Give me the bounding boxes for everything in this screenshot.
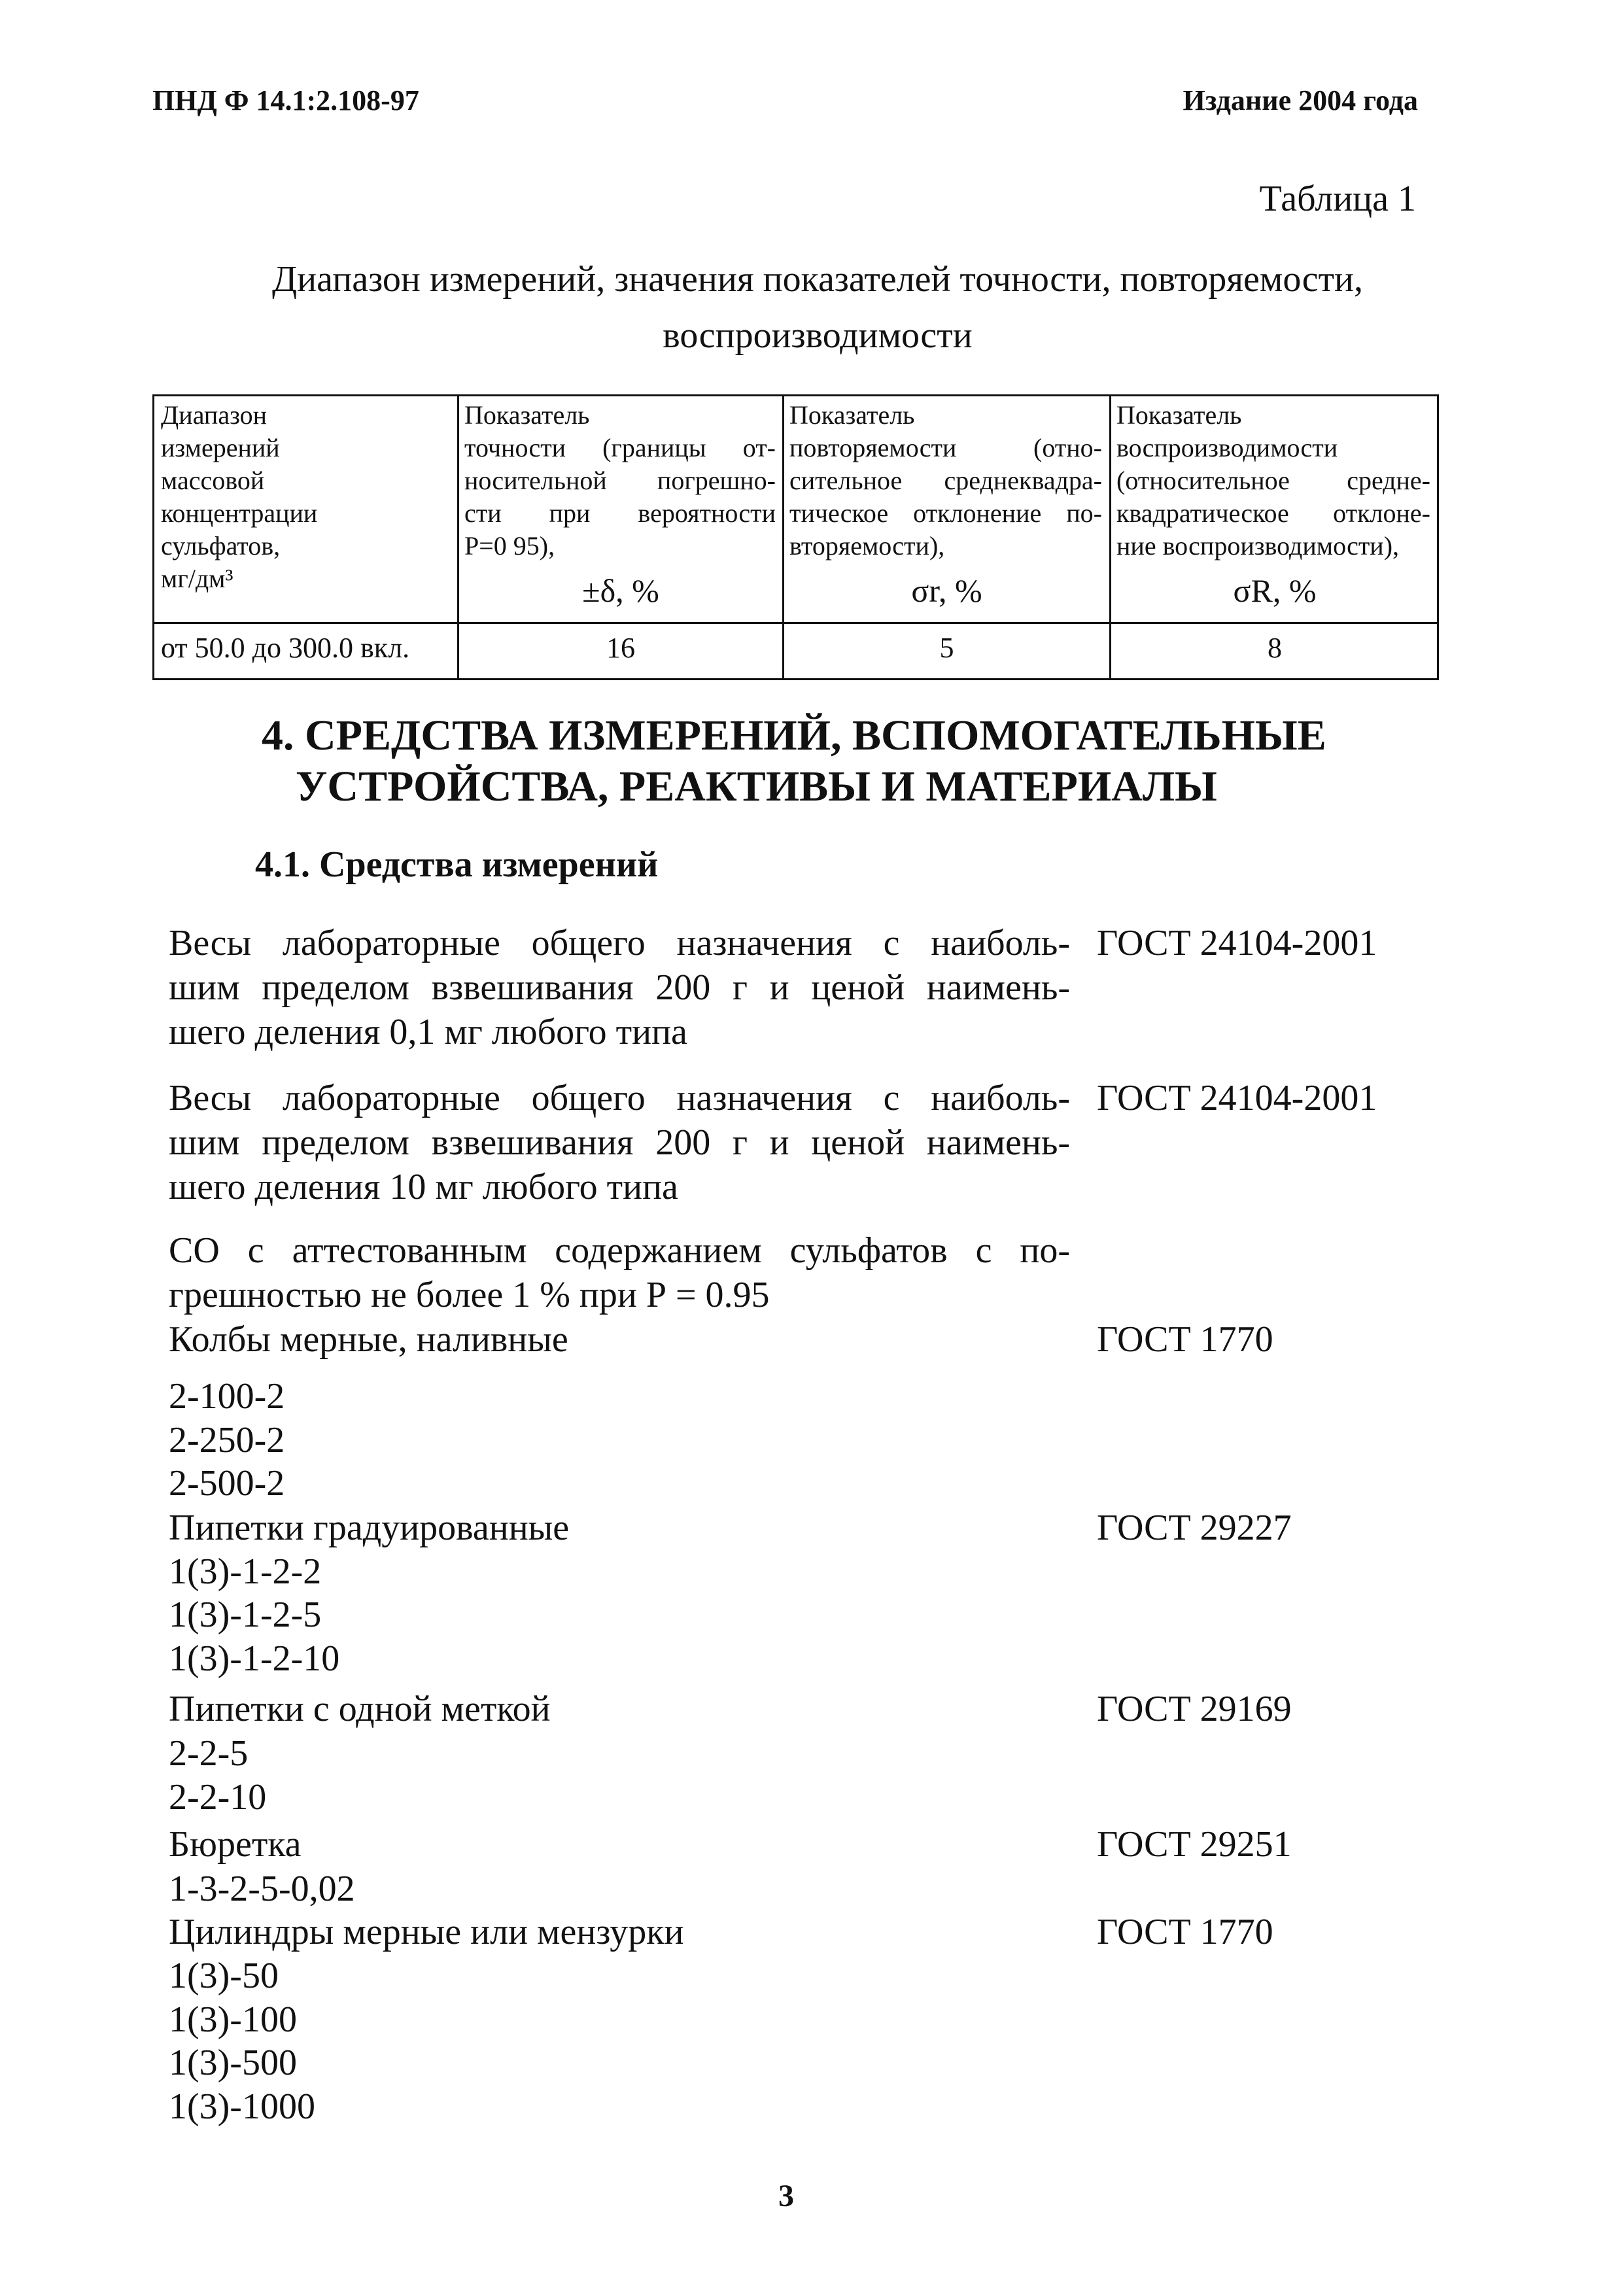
pipette-item: 1(3)-1-2-10	[169, 1638, 340, 1679]
accuracy-symbol: ±δ, %	[582, 572, 659, 609]
scales1-line2: шим пределом взвешивания 200 г и ценой наимень-	[169, 967, 1070, 1008]
cell-repeatability: 5	[939, 632, 954, 664]
cylinder-item: 1(3)-1000	[169, 2086, 315, 2127]
header-reproducibility: Показатель воспроизводимости (относительное средне- квадратическое отклоне- ние воспроизводимости),	[1116, 400, 1430, 561]
cylinder-item: 1(3)-100	[169, 1999, 297, 2040]
burette-item: 1-3-2-5-0,02	[169, 1869, 355, 1909]
pipette-item: 1(3)-1-2-5	[169, 1595, 322, 1635]
scales2-line1: Весы лабораторные общего назначения с наиболь-	[169, 1078, 1070, 1118]
document-code: ПНД Ф 14.1:2.108-97	[152, 84, 419, 116]
table-caption-line1: Диапазон измерений, значения показателей точности, повторяемости,	[271, 259, 1364, 300]
section-title-line2: УСТРОЙСТВА, РЕАКТИВЫ И МАТЕРИАЛЫ	[296, 763, 1217, 810]
cell-range: от 50.0 до 300.0 вкл.	[161, 632, 410, 664]
cylinder-item: 1(3)-500	[169, 2043, 297, 2083]
section-title-line1: 4. СРЕДСТВА ИЗМЕРЕНИЙ, ВСПОМОГАТЕЛЬНЫЕ	[262, 712, 1326, 759]
scales1-line1: Весы лабораторные общего назначения с наиболь-	[169, 923, 1070, 963]
flasks-label: Колбы мерные, наливные	[169, 1319, 568, 1360]
scales2-gost: ГОСТ 24104-2001	[1097, 1078, 1377, 1118]
table-label: Таблица 1	[1259, 179, 1416, 219]
header-range: Диапазон измерений массовой концентрации сульфатов, мг/дм³	[161, 400, 318, 593]
scales1-gost: ГОСТ 24104-2001	[1097, 923, 1377, 963]
reproducibility-symbol: σR, %	[1233, 572, 1317, 609]
cell-accuracy: 16	[606, 632, 635, 664]
scales2-line3: шего деления 10 мг любого типа	[169, 1167, 678, 1207]
scales2-line2: шим пределом взвешивания 200 г и ценой наимень-	[169, 1122, 1070, 1163]
cylinders-gost: ГОСТ 1770	[1097, 1912, 1273, 1952]
cell-reproducibility: 8	[1268, 632, 1282, 664]
flask-item: 2-500-2	[169, 1463, 285, 1504]
pipettes-grad-label: Пипетки градуированные	[169, 1508, 570, 1548]
pipettes-one-label: Пипетки с одной меткой	[169, 1689, 551, 1729]
flasks-gost: ГОСТ 1770	[1097, 1319, 1273, 1360]
header-accuracy: Показатель точности (границы от- носительной погрешно- сти при вероятности Р=0 95),	[464, 400, 776, 561]
cylinders-label: Цилиндры мерные или мензурки	[169, 1912, 684, 1952]
pipette-one-item: 2-2-5	[169, 1733, 249, 1774]
repeatability-symbol: σr, %	[911, 572, 982, 609]
header-repeatability: Показатель повторяемости (отно- сительное среднеквадра- тическое отклонение по- вторяемости),	[789, 400, 1102, 561]
accuracy-table	[152, 394, 1439, 680]
page-number: 3	[778, 2179, 794, 2213]
burette-gost: ГОСТ 29251	[1097, 1824, 1292, 1865]
scales1-line3: шего деления 0,1 мг любого типа	[169, 1012, 687, 1052]
pipette-item: 1(3)-1-2-2	[169, 1551, 322, 1592]
subsection-title: 4.1. Средства измерений	[255, 844, 659, 885]
flask-item: 2-250-2	[169, 1420, 285, 1460]
pipettes-grad-gost: ГОСТ 29227	[1097, 1508, 1292, 1548]
pipettes-one-gost: ГОСТ 29169	[1097, 1689, 1292, 1729]
co-line2: грешностью не более 1 % при Р = 0.95	[169, 1275, 770, 1315]
pipette-one-item: 2-2-10	[169, 1777, 267, 1818]
table-caption-line2: воспроизводимости	[663, 315, 973, 356]
cylinder-item: 1(3)-50	[169, 1956, 279, 1996]
co-line1: СО с аттестованным содержанием сульфатов с по-	[169, 1230, 1070, 1271]
burette-label: Бюретка	[169, 1824, 302, 1865]
edition-label: Издание 2004 года	[1183, 84, 1418, 116]
flask-item: 2-100-2	[169, 1376, 285, 1417]
